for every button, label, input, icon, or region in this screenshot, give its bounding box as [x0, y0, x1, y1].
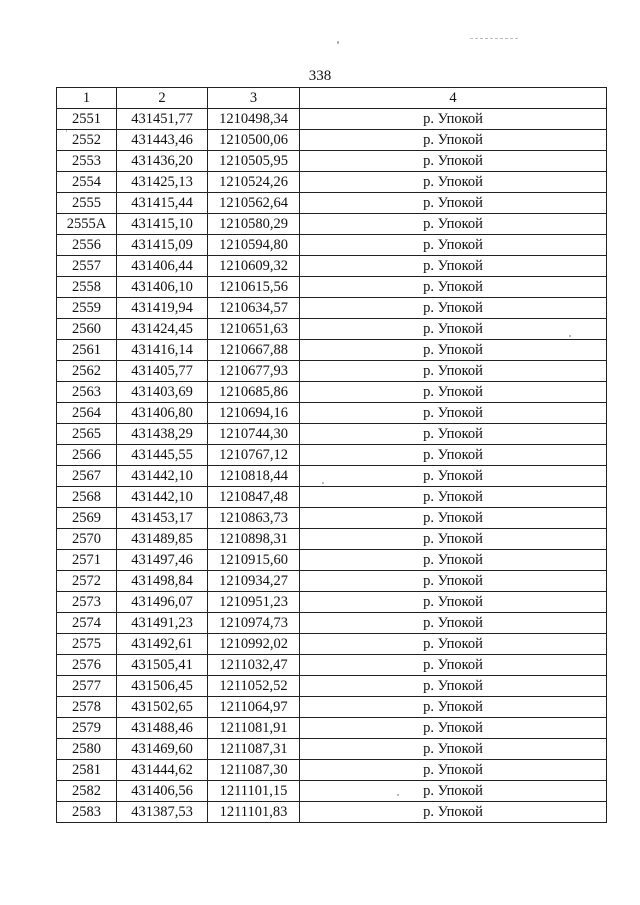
point-number-cell: 2568	[57, 487, 117, 508]
column-header-2: 2	[117, 88, 208, 109]
object-name-cell: р. Упокой	[300, 676, 607, 697]
point-number-cell: 2559	[57, 298, 117, 319]
x-coordinate-cell: 431498,84	[117, 571, 208, 592]
table-row	[57, 760, 607, 781]
object-name-cell: р. Упокой	[300, 739, 607, 760]
x-coordinate-cell: 431469,60	[117, 739, 208, 760]
y-coordinate-cell: 1210667,88	[208, 340, 300, 361]
x-coordinate-cell: 431496,07	[117, 592, 208, 613]
y-coordinate-cell: 1210609,32	[208, 256, 300, 277]
object-name-cell: р. Упокой	[300, 151, 607, 172]
point-number-cell: 2552	[57, 130, 117, 151]
point-number-cell: 2582	[57, 781, 117, 802]
y-coordinate-cell: 1210524,26	[208, 172, 300, 193]
table-row	[57, 172, 607, 193]
table-row	[57, 445, 607, 466]
y-coordinate-cell: 1210863,73	[208, 508, 300, 529]
x-coordinate-cell: 431406,44	[117, 256, 208, 277]
point-number-cell: 2566	[57, 445, 117, 466]
x-coordinate-cell: 431415,10	[117, 214, 208, 235]
table-row	[57, 592, 607, 613]
table-row	[57, 718, 607, 739]
table-row	[57, 277, 607, 298]
y-coordinate-cell: 1210974,73	[208, 613, 300, 634]
point-number-cell: 2577	[57, 676, 117, 697]
x-coordinate-cell: 431488,46	[117, 718, 208, 739]
x-coordinate-cell: 431492,61	[117, 634, 208, 655]
object-name-cell: р. Упокой	[300, 277, 607, 298]
object-name-cell: р. Упокой	[300, 760, 607, 781]
x-coordinate-cell: 431403,69	[117, 382, 208, 403]
table-row	[57, 613, 607, 634]
object-name-cell: р. Упокой	[300, 403, 607, 424]
object-name-cell: р. Упокой	[300, 529, 607, 550]
y-coordinate-cell: 1210500,06	[208, 130, 300, 151]
point-number-cell: 2567	[57, 466, 117, 487]
table-row	[57, 571, 607, 592]
table-row	[57, 424, 607, 445]
object-name-cell: р. Упокой	[300, 697, 607, 718]
column-header-4: 4	[300, 88, 607, 109]
table-row	[57, 235, 607, 256]
object-name-cell: р. Упокой	[300, 382, 607, 403]
y-coordinate-cell: 1211101,83	[208, 802, 300, 823]
x-coordinate-cell: 431406,10	[117, 277, 208, 298]
y-coordinate-cell: 1210505,95	[208, 151, 300, 172]
y-coordinate-cell: 1211101,15	[208, 781, 300, 802]
point-number-cell: 2555А	[57, 214, 117, 235]
table-row	[57, 487, 607, 508]
table-row	[57, 802, 607, 823]
table-body	[57, 109, 607, 823]
table-row	[57, 151, 607, 172]
point-number-cell: 2564	[57, 403, 117, 424]
y-coordinate-cell: 1210580,29	[208, 214, 300, 235]
y-coordinate-cell: 1210651,63	[208, 319, 300, 340]
point-number-cell: 2562	[57, 361, 117, 382]
x-coordinate-cell: 431406,80	[117, 403, 208, 424]
y-coordinate-cell: 1211087,30	[208, 760, 300, 781]
table-row	[57, 634, 607, 655]
y-coordinate-cell: 1210634,57	[208, 298, 300, 319]
y-coordinate-cell: 1210562,64	[208, 193, 300, 214]
table-row	[57, 529, 607, 550]
object-name-cell: р. Упокой	[300, 445, 607, 466]
object-name-cell: р. Упокой	[300, 466, 607, 487]
x-coordinate-cell: 431438,29	[117, 424, 208, 445]
y-coordinate-cell: 1210818,44	[208, 466, 300, 487]
y-coordinate-cell: 1210694,16	[208, 403, 300, 424]
object-name-cell: р. Упокой	[300, 592, 607, 613]
y-coordinate-cell: 1211032,47	[208, 655, 300, 676]
y-coordinate-cell: 1210934,27	[208, 571, 300, 592]
point-number-cell: 2572	[57, 571, 117, 592]
point-number-cell: 2563	[57, 382, 117, 403]
point-number-cell: 2578	[57, 697, 117, 718]
object-name-cell: р. Упокой	[300, 130, 607, 151]
y-coordinate-cell: 1210898,31	[208, 529, 300, 550]
table-row	[57, 466, 607, 487]
y-coordinate-cell: 1210767,12	[208, 445, 300, 466]
table-row	[57, 340, 607, 361]
object-name-cell: р. Упокой	[300, 487, 607, 508]
y-coordinate-cell: 1210915,60	[208, 550, 300, 571]
point-number-cell: 2561	[57, 340, 117, 361]
object-name-cell: р. Упокой	[300, 319, 607, 340]
y-coordinate-cell: 1210744,30	[208, 424, 300, 445]
table-row	[57, 109, 607, 130]
x-coordinate-cell: 431453,17	[117, 508, 208, 529]
x-coordinate-cell: 431442,10	[117, 487, 208, 508]
x-coordinate-cell: 431425,13	[117, 172, 208, 193]
x-coordinate-cell: 431502,65	[117, 697, 208, 718]
point-number-cell: 2571	[57, 550, 117, 571]
x-coordinate-cell: 431406,56	[117, 781, 208, 802]
x-coordinate-cell: 431444,62	[117, 760, 208, 781]
table-row	[57, 319, 607, 340]
point-number-cell: 2574	[57, 613, 117, 634]
point-number-cell: 2576	[57, 655, 117, 676]
y-coordinate-cell: 1210951,23	[208, 592, 300, 613]
point-number-cell: 2569	[57, 508, 117, 529]
table-row	[57, 550, 607, 571]
x-coordinate-cell: 431387,53	[117, 802, 208, 823]
point-number-cell: 2575	[57, 634, 117, 655]
table-row	[57, 361, 607, 382]
point-number-cell: 2553	[57, 151, 117, 172]
x-coordinate-cell: 431415,09	[117, 235, 208, 256]
object-name-cell: р. Упокой	[300, 340, 607, 361]
y-coordinate-cell: 1210847,48	[208, 487, 300, 508]
table-row	[57, 130, 607, 151]
object-name-cell: р. Упокой	[300, 109, 607, 130]
object-name-cell: р. Упокой	[300, 361, 607, 382]
table-row	[57, 508, 607, 529]
object-name-cell: р. Упокой	[300, 718, 607, 739]
table-row	[57, 739, 607, 760]
point-number-cell: 2557	[57, 256, 117, 277]
table-row	[57, 382, 607, 403]
table-row	[57, 403, 607, 424]
column-header-3: 3	[208, 88, 300, 109]
table-row	[57, 298, 607, 319]
table-row	[57, 256, 607, 277]
table-header-row	[57, 88, 607, 109]
point-number-cell: 2555	[57, 193, 117, 214]
object-name-cell: р. Упокой	[300, 613, 607, 634]
object-name-cell: р. Упокой	[300, 634, 607, 655]
x-coordinate-cell: 431442,10	[117, 466, 208, 487]
x-coordinate-cell: 431491,23	[117, 613, 208, 634]
table-row	[57, 697, 607, 718]
x-coordinate-cell: 431445,55	[117, 445, 208, 466]
object-name-cell: р. Упокой	[300, 214, 607, 235]
object-name-cell: р. Упокой	[300, 256, 607, 277]
x-coordinate-cell: 431505,41	[117, 655, 208, 676]
x-coordinate-cell: 431497,46	[117, 550, 208, 571]
object-name-cell: р. Упокой	[300, 424, 607, 445]
object-name-cell: р. Упокой	[300, 508, 607, 529]
y-coordinate-cell: 1211052,52	[208, 676, 300, 697]
point-number-cell: 2581	[57, 760, 117, 781]
object-name-cell: р. Упокой	[300, 571, 607, 592]
y-coordinate-cell: 1211087,31	[208, 739, 300, 760]
x-coordinate-cell: 431436,20	[117, 151, 208, 172]
column-header-1: 1	[57, 88, 117, 109]
point-number-cell: 2558	[57, 277, 117, 298]
y-coordinate-cell: 1210992,02	[208, 634, 300, 655]
object-name-cell: р. Упокой	[300, 550, 607, 571]
page-number: 338	[308, 68, 332, 84]
point-number-cell: 2573	[57, 592, 117, 613]
point-number-cell: 2554	[57, 172, 117, 193]
object-name-cell: р. Упокой	[300, 655, 607, 676]
x-coordinate-cell: 431424,45	[117, 319, 208, 340]
y-coordinate-cell: 1210594,80	[208, 235, 300, 256]
scan-speck	[337, 41, 339, 44]
point-number-cell: 2551	[57, 109, 117, 130]
coordinates-table	[56, 87, 607, 823]
object-name-cell: р. Упокой	[300, 781, 607, 802]
table-row	[57, 193, 607, 214]
point-number-cell: 2583	[57, 802, 117, 823]
x-coordinate-cell: 431443,46	[117, 130, 208, 151]
x-coordinate-cell: 431416,14	[117, 340, 208, 361]
table-row	[57, 676, 607, 697]
point-number-cell: 2565	[57, 424, 117, 445]
x-coordinate-cell: 431405,77	[117, 361, 208, 382]
table-row	[57, 781, 607, 802]
point-number-cell: 2556	[57, 235, 117, 256]
x-coordinate-cell: 431451,77	[117, 109, 208, 130]
object-name-cell: р. Упокой	[300, 802, 607, 823]
point-number-cell: 2579	[57, 718, 117, 739]
y-coordinate-cell: 1210498,34	[208, 109, 300, 130]
scan-artifact-mark	[470, 38, 518, 40]
point-number-cell: 2580	[57, 739, 117, 760]
object-name-cell: р. Упокой	[300, 235, 607, 256]
point-number-cell: 2560	[57, 319, 117, 340]
table-row	[57, 214, 607, 235]
table-row	[57, 655, 607, 676]
object-name-cell: р. Упокой	[300, 193, 607, 214]
y-coordinate-cell: 1210677,93	[208, 361, 300, 382]
object-name-cell: р. Упокой	[300, 172, 607, 193]
y-coordinate-cell: 1210615,56	[208, 277, 300, 298]
x-coordinate-cell: 431489,85	[117, 529, 208, 550]
x-coordinate-cell: 431419,94	[117, 298, 208, 319]
point-number-cell: 2570	[57, 529, 117, 550]
x-coordinate-cell: 431506,45	[117, 676, 208, 697]
y-coordinate-cell: 1210685,86	[208, 382, 300, 403]
x-coordinate-cell: 431415,44	[117, 193, 208, 214]
y-coordinate-cell: 1211081,91	[208, 718, 300, 739]
y-coordinate-cell: 1211064,97	[208, 697, 300, 718]
object-name-cell: р. Упокой	[300, 298, 607, 319]
